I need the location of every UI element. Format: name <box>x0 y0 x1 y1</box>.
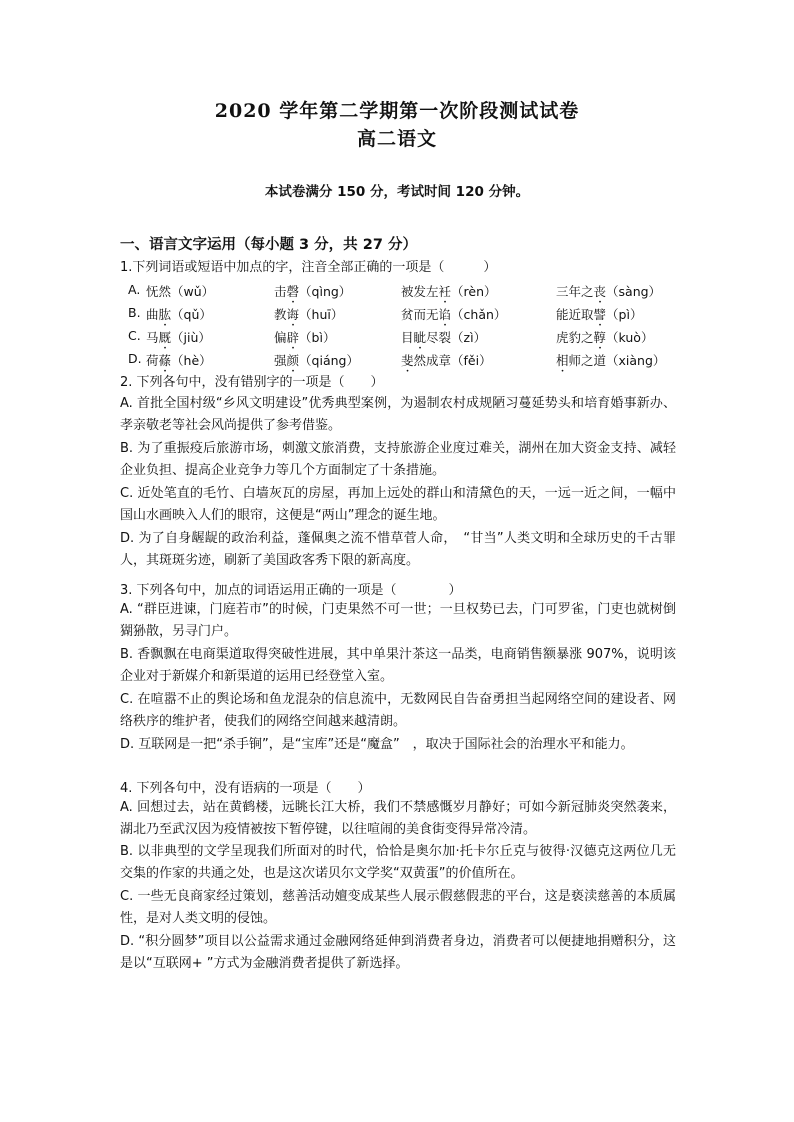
exam-title: 2020 学年第二学期第一次阶段测试试卷 <box>214 100 580 122</box>
q3-option-a: A. “群臣进谏，门庭若市”的时候，门吏果然不可一世；一旦权势已去，门可罗雀，门吏也就树倒猢狲散，另寻门户。 <box>120 602 676 639</box>
q3-option-c: C. 在喧嚣不止的舆论场和鱼龙混杂的信息流中，无数网民自告奋勇担当起网络空间的建设者、网络秩序的维护者，使我们的网络空间越来越清朗。 <box>120 692 676 729</box>
emphasized-character: 鞟 <box>593 330 607 345</box>
emphasized-character: 磬 <box>286 284 300 299</box>
emphasized-character: 辟 <box>286 330 300 345</box>
emphasized-character: 譬 <box>593 307 607 322</box>
section-heading: 一、语言文字运用（每小题 3 分，共 27 分） <box>120 237 417 253</box>
q3-option-d: D. 互联网是一把“杀手锏”，是“宝库”还是“魔盒” ，取决于国际社会的治理水平和能力。 <box>120 737 634 752</box>
q1-option-row <box>128 351 688 371</box>
q4-option-d: D. “积分圆梦”项目以公益需求通过金融网络延伸到消费者身边，消费者可以便捷地捐赠积分，这是以“互联网+ ”方式为金融消费者提供了新选择。 <box>120 934 676 971</box>
q4-option-a: A. 回想过去，站在黄鹤楼，远眺长江大桥，我们不禁感慨岁月静好；可如今新冠肺炎突然袭来，湖北乃至武汉因为疫情被按下暂停键，以往喧闹的美食街变得异常冷清。 <box>120 800 676 837</box>
exam-note: 本试卷满分 150 分，考试时间 120 分钟。 <box>264 184 530 200</box>
q4-stem: 4. 下列各句中，没有语病的一项是（ ） <box>120 781 371 796</box>
q4-option-c: C. 一些无良商家经过策划，慈善活动嬗变成某些人展示假慈假悲的平台，这是亵渎慈善的本质属性，是对人类文明的侵蚀。 <box>120 889 676 926</box>
q1-option-item: 三年之丧（sàng） <box>556 284 662 299</box>
q1-option-item: 怃然（wǔ） <box>146 284 215 299</box>
q1-option-row <box>128 282 688 302</box>
q3-stem: 3. 下列各句中，加点的词语运用正确的一项是（ ） <box>120 583 462 598</box>
q1-option-label: D. <box>128 351 142 366</box>
q1-option-item: 目眦尽裂（zì） <box>401 330 487 345</box>
emphasized-character: 相 <box>556 353 569 368</box>
q1-option-row <box>128 305 688 325</box>
q1-option-item: 被发左衽（rèn） <box>401 284 497 299</box>
emphasized-character: 谄 <box>438 307 452 322</box>
emphasized-character: 诲 <box>286 307 300 322</box>
q1-option-item: 击磬（qìng） <box>274 284 352 299</box>
q1-option-item: 能近取譬（pì） <box>556 307 643 322</box>
q1-option-item: 虎豹之鞟（kuò） <box>556 330 654 345</box>
emphasized-character: 衽 <box>438 284 452 299</box>
q1-option-item: 教诲（huī） <box>274 307 344 322</box>
q1-option-row <box>128 328 688 348</box>
q1-option-item: 荷蓧（hè） <box>146 353 212 368</box>
q3-option-b: B. 香飘飘在电商渠道取得突破性进展，其中单果汁茶这一品类，电商销售额暴涨 907%，说明该企业对于新媒介和新渠道的运用已经登堂入室。 <box>120 647 676 684</box>
emphasized-character: 丧 <box>593 284 607 299</box>
q1-option-item: 曲肱（qǔ） <box>146 307 212 322</box>
q2-option-d: D. 为了自身龌龊的政治利益，蓬佩奥之流不惜草菅人命， “甘当”人类文明和全球历史的千古罪人，其斑斑劣迹，刷新了美国政客秀下限的新高度。 <box>120 531 676 568</box>
q2-option-b: B. 为了重振疫后旅游市场，刺激文旅消费，支持旅游企业度过难关，湖州在加大资金支持、减轻企业负担、提高企业竞争力等几个方面制定了十条措施。 <box>120 441 676 478</box>
q1-stem: 1.下列词语或短语中加点的字，注音全部正确的一项是（ ） <box>120 260 497 275</box>
emphasized-character: 蓧 <box>158 353 172 368</box>
emphasized-character: 颜 <box>286 353 300 368</box>
emphasized-character: 斐 <box>401 353 414 368</box>
q1-option-label: C. <box>128 328 141 343</box>
emphasized-character: 眦 <box>413 330 427 345</box>
q1-option-item: 强颜（qiáng） <box>274 353 359 368</box>
exam-subtitle: 高二语文 <box>356 128 437 150</box>
q1-option-item: 相师之道（xiàng） <box>556 353 666 368</box>
emphasized-character: 厩 <box>158 330 172 345</box>
emphasized-character: 肱 <box>158 307 172 322</box>
q2-stem: 2. 下列各句中，没有错别字的一项是（ ） <box>120 375 384 390</box>
q2-option-a: A. 首批全国村级“乡风文明建设”优秀典型案例，为遏制农村成规陋习蔓延势头和培育婚事新办、孝亲敬老等社会风尚提供了参考借鉴。 <box>120 396 676 433</box>
q1-option-item: 斐然成章（fěi） <box>401 353 492 368</box>
q1-option-label: A. <box>128 282 141 297</box>
q1-option-item: 贫而无谄（chǎn） <box>401 307 507 322</box>
q1-option-item: 偏辟（bì） <box>274 330 336 345</box>
q1-option-label: B. <box>128 305 141 320</box>
q1-option-item: 马厩（jiù） <box>146 330 211 345</box>
q4-option-b: B. 以非典型的文学呈现我们所面对的时代，恰恰是奥尔加·托卡尔丘克与彼得·汉德克这两位几无交集的作家的共通之处，也是这次诺贝尔文学奖“双黄蛋”的价值所在。 <box>120 844 676 881</box>
q2-option-c: C. 近处笔直的毛竹、白墙灰瓦的房屋，再加上远处的群山和清黛色的天，一远一近之间，一幅中国山水画映入人们的眼帘，这便是“两山”理念的诞生地。 <box>120 486 676 523</box>
